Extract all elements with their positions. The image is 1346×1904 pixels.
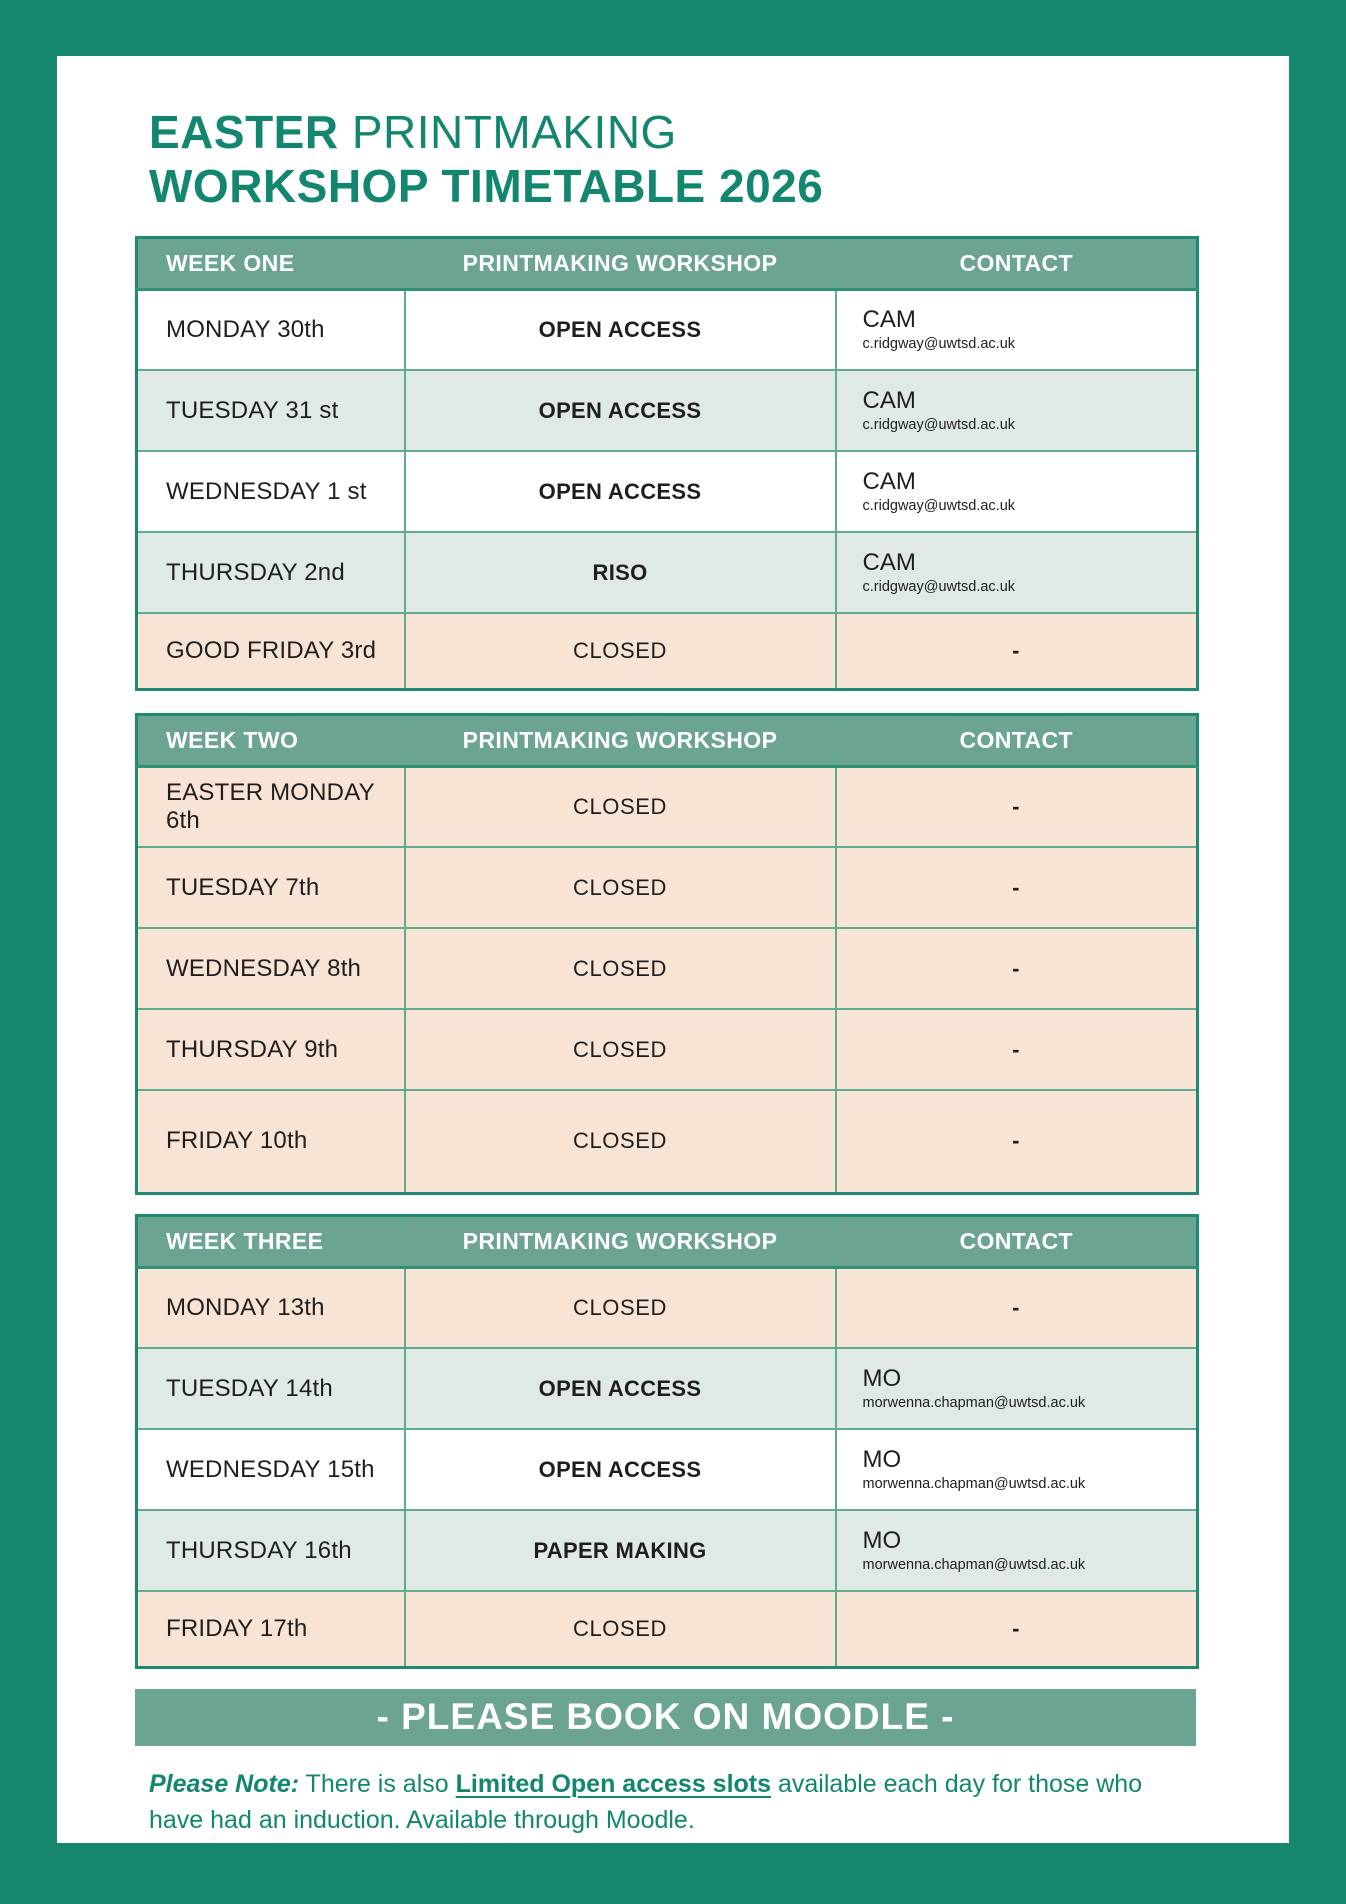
- table-row: [137, 451, 1198, 532]
- contact-cell: [836, 1510, 1198, 1591]
- contact-dash: -: [1012, 1036, 1020, 1062]
- contact-dash: -: [1012, 955, 1020, 981]
- contact-cell: [836, 847, 1198, 928]
- contact-name: MO: [862, 1527, 902, 1555]
- week-header: WEEK TWO: [137, 714, 405, 766]
- workshop-cell: CLOSED: [405, 847, 836, 928]
- contact-cell: [836, 1591, 1198, 1667]
- note-body-after: available each day for those who have had an induction. Available through Moodle.: [149, 1769, 1143, 1834]
- workshop-cell: OPEN ACCESS: [405, 289, 836, 370]
- workshop-cell: OPEN ACCESS: [405, 451, 836, 532]
- week-two-table: [135, 713, 1199, 1195]
- workshop-header: PRINTMAKING WORKSHOP: [405, 1215, 836, 1267]
- page-title: [149, 106, 1289, 214]
- contact-header: CONTACT: [836, 714, 1198, 766]
- day-cell: FRIDAY 17th: [137, 1591, 405, 1667]
- table-row: [137, 1510, 1198, 1591]
- contact-email: c.ridgway@uwtsd.ac.uk: [862, 336, 1016, 353]
- poster-page: [57, 56, 1289, 1843]
- contact-cell: [836, 1090, 1198, 1193]
- table-row: [137, 1267, 1198, 1348]
- workshop-cell: OPEN ACCESS: [405, 370, 836, 451]
- workshop-cell: CLOSED: [405, 766, 836, 847]
- table-row: [137, 766, 1198, 847]
- day-cell: TUESDAY 7th: [137, 847, 405, 928]
- table-header-row: [137, 1215, 1198, 1267]
- contact-name: CAM: [862, 306, 916, 334]
- workshop-cell: CLOSED: [405, 1009, 836, 1090]
- title-easter: EASTER: [149, 106, 339, 158]
- contact-dash: -: [1012, 1294, 1020, 1320]
- table-row: [137, 847, 1198, 928]
- contact-dash: -: [1012, 793, 1020, 819]
- contact-name: CAM: [862, 387, 916, 415]
- day-cell: WEDNESDAY 15th: [137, 1429, 405, 1510]
- contact-dash: -: [1012, 637, 1020, 663]
- workshop-cell: CLOSED: [405, 1090, 836, 1193]
- table-header-row: [137, 714, 1198, 766]
- table-row: [137, 613, 1198, 689]
- day-cell: EASTER MONDAY 6th: [137, 766, 405, 847]
- contact-name: MO: [862, 1365, 902, 1393]
- contact-cell: [836, 1009, 1198, 1090]
- day-cell: MONDAY 30th: [137, 289, 405, 370]
- week-header: WEEK THREE: [137, 1215, 405, 1267]
- day-cell: MONDAY 13th: [137, 1267, 405, 1348]
- workshop-cell: CLOSED: [405, 613, 836, 689]
- week-one-table: [135, 236, 1199, 691]
- contact-email: morwenna.chapman@uwtsd.ac.uk: [862, 1395, 1086, 1412]
- day-cell: THURSDAY 2nd: [137, 532, 405, 613]
- contact-cell: [836, 532, 1198, 613]
- title-line2: WORKSHOP TIMETABLE 2026: [149, 159, 824, 212]
- contact-header: CONTACT: [836, 1215, 1198, 1267]
- contact-email: c.ridgway@uwtsd.ac.uk: [862, 498, 1016, 515]
- workshop-cell: PAPER MAKING: [405, 1510, 836, 1591]
- workshop-header: PRINTMAKING WORKSHOP: [405, 714, 836, 766]
- week-three-table: [135, 1214, 1199, 1669]
- contact-cell: [836, 451, 1198, 532]
- note-prefix: Please Note:: [149, 1769, 300, 1798]
- table-row: [137, 289, 1198, 370]
- booking-banner-label: - PLEASE BOOK ON MOODLE -: [376, 1696, 955, 1738]
- workshop-cell: OPEN ACCESS: [405, 1429, 836, 1510]
- booking-banner: [135, 1689, 1196, 1746]
- day-cell: WEDNESDAY 1 st: [137, 451, 405, 532]
- contact-email: morwenna.chapman@uwtsd.ac.uk: [862, 1476, 1086, 1493]
- contact-dash: -: [1012, 874, 1020, 900]
- day-cell: TUESDAY 14th: [137, 1348, 405, 1429]
- contact-cell: [836, 1429, 1198, 1510]
- contact-email: morwenna.chapman@uwtsd.ac.uk: [862, 1557, 1086, 1574]
- contact-cell: [836, 289, 1198, 370]
- day-cell: THURSDAY 9th: [137, 1009, 405, 1090]
- day-cell: FRIDAY 10th: [137, 1090, 405, 1193]
- workshop-cell: CLOSED: [405, 1267, 836, 1348]
- day-cell: TUESDAY 31 st: [137, 370, 405, 451]
- table-row: [137, 1591, 1198, 1667]
- contact-dash: -: [1012, 1128, 1020, 1154]
- contact-name: CAM: [862, 549, 916, 577]
- contact-name: MO: [862, 1446, 902, 1474]
- contact-cell: [836, 1348, 1198, 1429]
- note-emphasis: Limited Open access slots: [455, 1769, 772, 1798]
- day-cell: WEDNESDAY 8th: [137, 928, 405, 1009]
- contact-cell: [836, 1267, 1198, 1348]
- contact-cell: [836, 928, 1198, 1009]
- contact-cell: [836, 766, 1198, 847]
- note-body-before: There is also: [299, 1769, 456, 1798]
- week-header: WEEK ONE: [137, 237, 405, 289]
- workshop-header: PRINTMAKING WORKSHOP: [405, 237, 836, 289]
- table-row: [137, 1009, 1198, 1090]
- contact-email: c.ridgway@uwtsd.ac.uk: [862, 417, 1016, 434]
- day-cell: GOOD FRIDAY 3rd: [137, 613, 405, 689]
- workshop-cell: CLOSED: [405, 928, 836, 1009]
- table-row: [137, 1090, 1198, 1193]
- workshop-cell: OPEN ACCESS: [405, 1348, 836, 1429]
- contact-name: CAM: [862, 468, 916, 496]
- table-row: [137, 1429, 1198, 1510]
- note-text: [149, 1766, 1169, 1839]
- day-cell: THURSDAY 16th: [137, 1510, 405, 1591]
- contact-header: CONTACT: [836, 237, 1198, 289]
- table-row: [137, 532, 1198, 613]
- table-header-row: [137, 237, 1198, 289]
- table-row: [137, 928, 1198, 1009]
- contact-dash: -: [1012, 1615, 1020, 1641]
- workshop-cell: RISO: [405, 532, 836, 613]
- table-row: [137, 370, 1198, 451]
- contact-cell: [836, 370, 1198, 451]
- workshop-cell: CLOSED: [405, 1591, 836, 1667]
- table-row: [137, 1348, 1198, 1429]
- contact-email: c.ridgway@uwtsd.ac.uk: [862, 579, 1016, 596]
- contact-cell: [836, 613, 1198, 689]
- title-printmaking: PRINTMAKING: [338, 106, 677, 158]
